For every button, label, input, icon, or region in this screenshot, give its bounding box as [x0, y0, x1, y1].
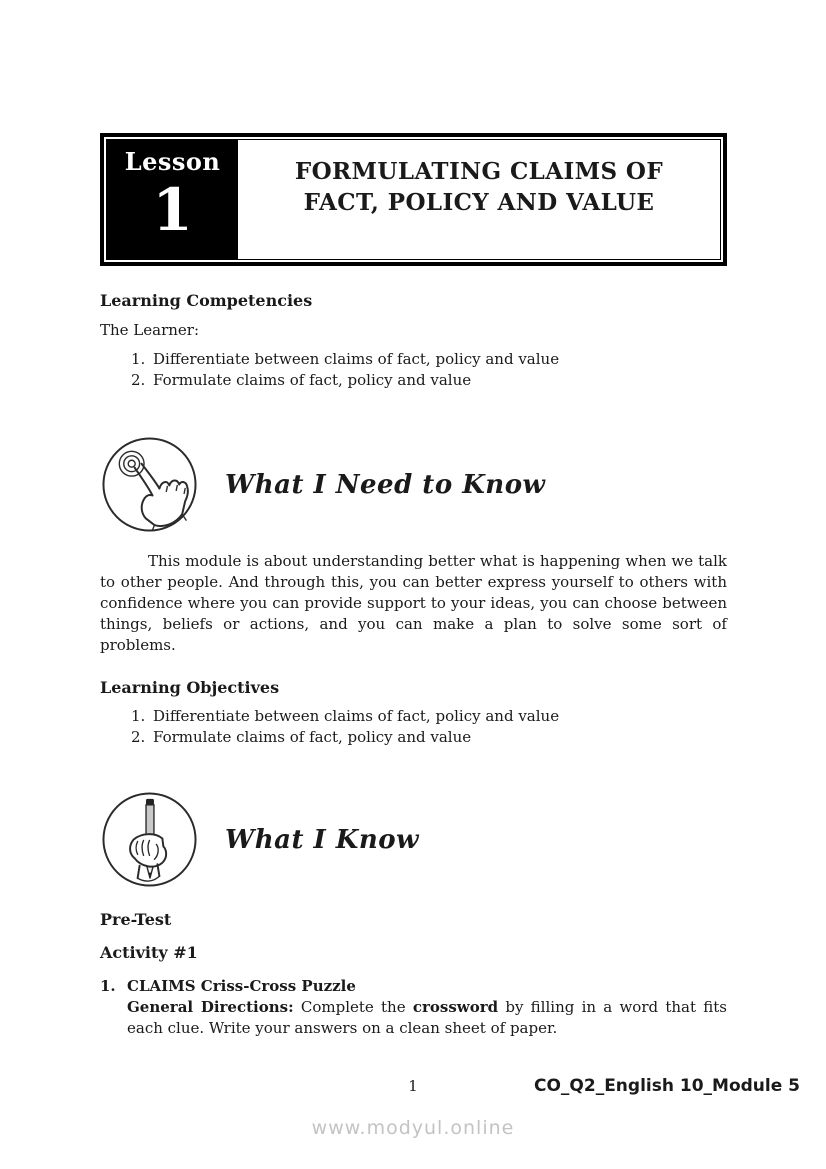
- activity-heading: Activity #1: [100, 943, 198, 962]
- page-content: [100, 0, 727, 1039]
- list-item-number: 2.: [131, 728, 146, 746]
- lesson-title-line1: FORMULATING CLAIMS OF: [294, 158, 664, 185]
- module-intro-paragraph: This module is about understanding better what is happening when we talk to other people. And through this, you can better express yourself to others with confidence where you can provide support to your ideas, you can choose between things, beliefs or actions, and you can make a plan to solve some sort of problems.: [100, 552, 727, 654]
- lesson-number-box: [107, 140, 238, 259]
- list-item-text: Differentiate between claims of fact, policy and value: [153, 350, 560, 368]
- what-i-need-to-know-section-header: [100, 435, 727, 534]
- lesson-banner: [100, 133, 727, 266]
- objectives-list: [100, 706, 727, 748]
- list-item-text: Formulate claims of fact, policy and value: [153, 728, 472, 746]
- learning-competencies-heading: Learning Competencies: [100, 291, 313, 310]
- competencies-list: [100, 349, 727, 391]
- list-item: [131, 727, 727, 748]
- hand-holding-pencil-icon: [100, 790, 199, 889]
- activity-item-title: CLAIMS Criss-Cross Puzzle: [127, 977, 356, 995]
- list-item-number: 1.: [131, 350, 146, 368]
- general-directions-label: General Directions:: [127, 998, 294, 1016]
- activity-item: [100, 976, 727, 1039]
- module-code: CO_Q2_English 10_Module 5: [533, 1076, 800, 1096]
- list-item-text: Formulate claims of fact, policy and value: [153, 371, 472, 389]
- pretest-heading: Pre-Test: [100, 910, 172, 929]
- lesson-banner-inner: [106, 139, 721, 260]
- what-i-know-heading: What I Know: [225, 824, 419, 855]
- lesson-number: 1: [152, 176, 193, 244]
- general-directions-text: by filling in a word that fits each clue. Write your answers on a clean sheet of paper.: [127, 998, 727, 1037]
- list-item-text: Differentiate between claims of fact, policy and value: [153, 707, 560, 725]
- learner-intro: The Learner:: [100, 321, 200, 339]
- list-item: [131, 349, 727, 370]
- list-item-number: 2.: [131, 371, 146, 389]
- what-i-know-section-header: [100, 790, 727, 889]
- learning-objectives-heading: Learning Objectives: [100, 678, 280, 697]
- list-item: [131, 370, 727, 391]
- activity-item-number: 1.: [100, 977, 116, 995]
- hand-tap-button-icon: [100, 435, 199, 534]
- lesson-label: Lesson: [124, 147, 221, 176]
- what-i-need-to-know-heading: What I Need to Know: [225, 469, 546, 500]
- lesson-title-line2: FACT, POLICY AND VALUE: [303, 189, 655, 216]
- list-item: [131, 706, 727, 727]
- general-directions: [127, 997, 727, 1039]
- general-directions-text: Complete the: [300, 998, 406, 1016]
- page-number: 1: [408, 1077, 418, 1095]
- watermark: www.modyul.online: [311, 1117, 515, 1139]
- lesson-title: [238, 140, 720, 259]
- general-directions-bold-word: crossword: [412, 998, 499, 1016]
- list-item-number: 1.: [131, 707, 146, 725]
